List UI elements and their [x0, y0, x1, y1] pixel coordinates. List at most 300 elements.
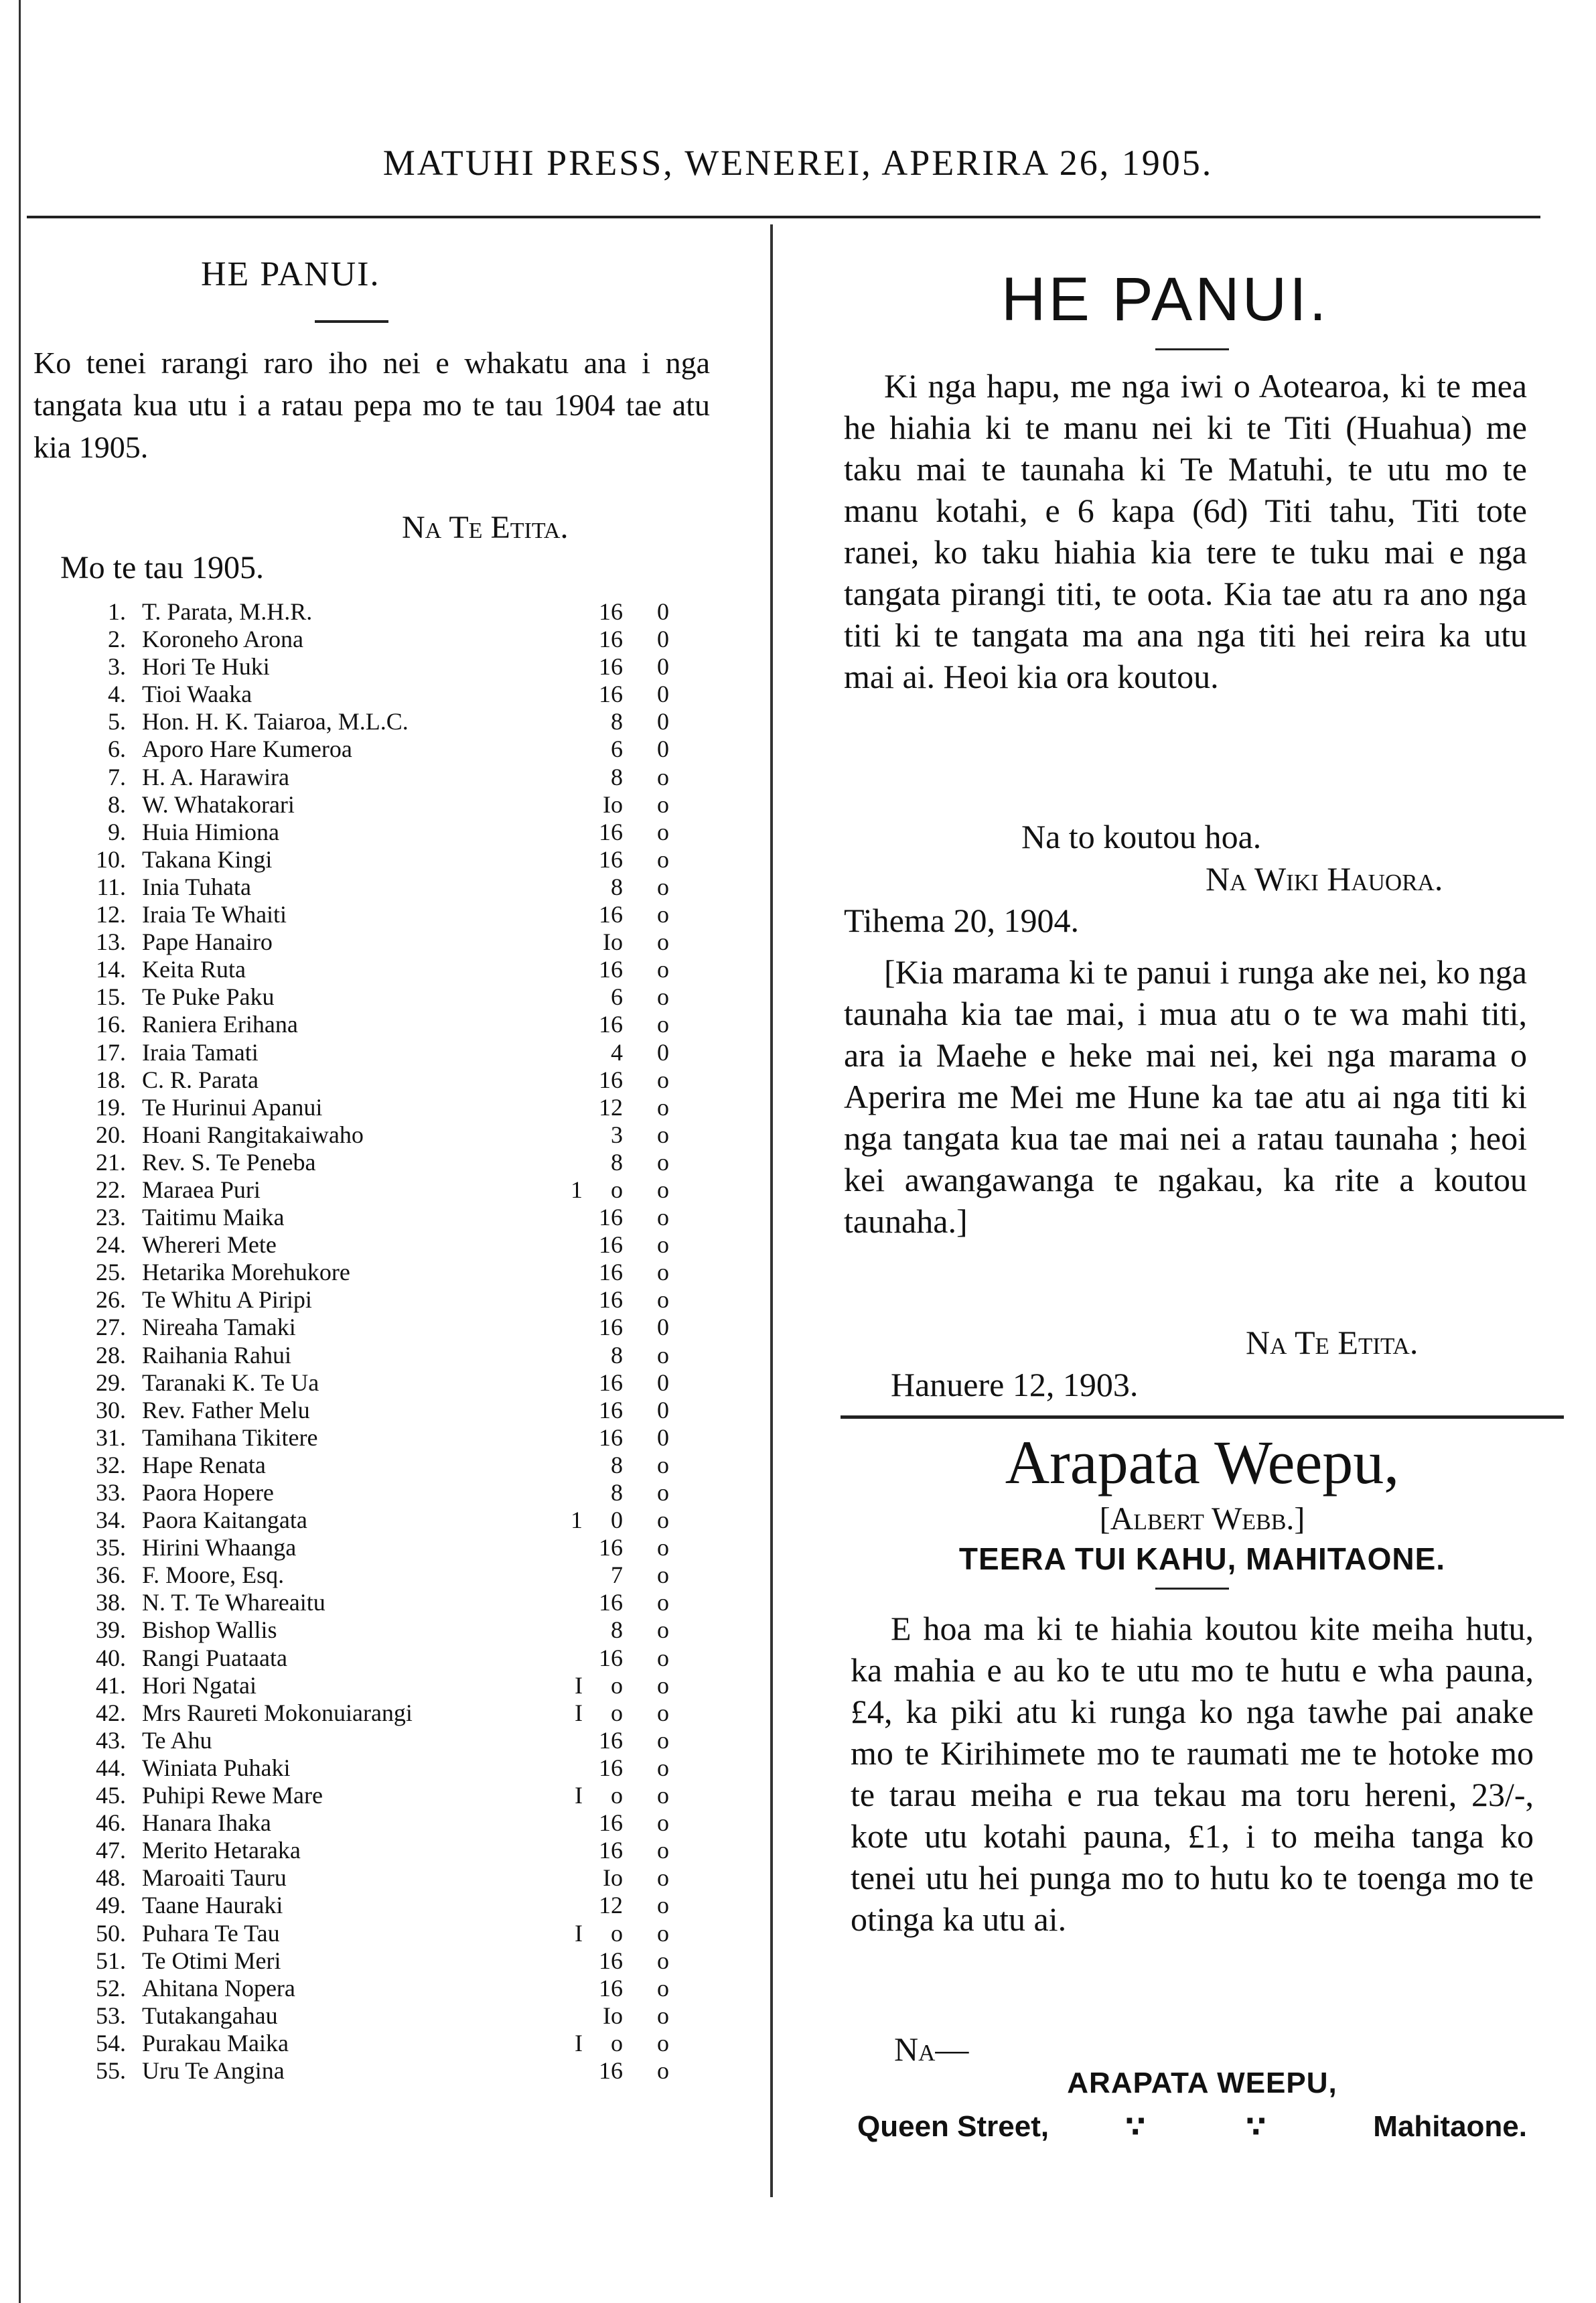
amount-pence: o [657, 1011, 669, 1038]
year-heading: Mo te tau 1905. [60, 550, 264, 585]
subscriber-name: Aporo Hare Kumeroa [142, 736, 352, 763]
subscriber-number: 8. [108, 790, 126, 818]
subscriber-row [96, 1176, 669, 1204]
amount-shillings: 16 [599, 1754, 623, 1781]
amount-shillings: Io [603, 1864, 623, 1892]
subscriber-name: H. A. Harawira [142, 763, 289, 790]
amount-pence: o [657, 2056, 669, 2084]
subscriber-name: Raihania Rahui [142, 1341, 291, 1369]
subscriber-name: Huia Himiona [142, 818, 279, 845]
subscriber-number: 50. [96, 1919, 126, 1947]
subscriber-name: Paora Kaitangata [142, 1507, 307, 1534]
subscriber-row [96, 1837, 669, 1864]
subscriber-number: 1. [108, 598, 126, 625]
subscriber-number: 55. [96, 2056, 126, 2084]
subscriber-number: 6. [108, 736, 126, 763]
subscriber-number: 35. [96, 1534, 126, 1561]
subscriber-row [96, 1396, 669, 1424]
subscriber-number: 54. [96, 2029, 126, 2056]
subscriber-number: 52. [96, 1974, 126, 2002]
subscriber-number: 46. [96, 1809, 126, 1837]
subscriber-row [96, 2056, 669, 2085]
amount-pence: o [657, 956, 669, 983]
advert-location: TEERA TUI KAHU, MAHITAONE. [958, 1541, 1446, 1576]
amount-pence: o [657, 901, 669, 928]
subscriber-row [100, 681, 669, 708]
amount-shillings: o [611, 1176, 623, 1203]
advert-title: Arapata Weepu, [1005, 1428, 1400, 1496]
page-edge-line [19, 0, 21, 2303]
subscriber-row [96, 1066, 669, 1094]
amount-shillings: 16 [599, 626, 623, 653]
subscriber-name: Iraia Te Whaiti [142, 901, 287, 928]
subscriber-name: Nireaha Tamaki [142, 1314, 296, 1341]
subscriber-name: Te Hurinui Apanui [142, 1093, 323, 1121]
subscriber-number: 2. [108, 626, 126, 653]
amount-shillings: 16 [599, 1231, 623, 1259]
subscriber-row [96, 873, 669, 901]
amount-shillings: o [611, 2029, 623, 2056]
amount-shillings: 16 [599, 1259, 623, 1286]
amount-pounds: I [575, 1919, 583, 1947]
amount-pence: o [657, 1699, 669, 1726]
right-title-rule [1155, 348, 1229, 350]
left-title-rule [315, 320, 388, 323]
amount-shillings: 16 [599, 1369, 623, 1396]
amount-pence: o [657, 1644, 669, 1671]
amount-shillings: o [611, 1699, 623, 1726]
advert-separator: ∵ [1246, 2111, 1266, 2144]
amount-pence: o [657, 2002, 669, 2029]
amount-shillings: 8 [611, 873, 623, 900]
subscriber-row [96, 1919, 669, 1947]
advert-signature: ARAPATA WEEPU, [1067, 2067, 1337, 2099]
amount-pence: o [657, 1616, 669, 1644]
subscriber-row [96, 1726, 669, 1754]
subscriber-number: 24. [96, 1231, 126, 1259]
amount-pounds: I [575, 1699, 583, 1726]
subscriber-number: 11. [96, 873, 126, 900]
amount-pence: 0 [657, 626, 669, 653]
subscriber-row [96, 1589, 669, 1616]
subscriber-name: Puhara Te Tau [142, 1919, 280, 1947]
right-notice-title: HE PANUI. [1001, 265, 1329, 334]
subscriber-name: Rev. Father Melu [142, 1396, 310, 1423]
amount-pence: o [657, 983, 669, 1011]
subscriber-name: C. R. Parata [142, 1066, 259, 1093]
amount-shillings: 8 [611, 1148, 623, 1176]
subscriber-number: 21. [96, 1148, 126, 1176]
subscriber-number: 38. [96, 1589, 126, 1616]
amount-shillings: 12 [599, 1892, 623, 1919]
subscriber-row [96, 1892, 669, 1919]
subscriber-name: Te Whitu A Piripi [142, 1286, 312, 1314]
subscriber-row [96, 1782, 669, 1809]
amount-shillings: Io [603, 2002, 623, 2029]
amount-pence: o [657, 1231, 669, 1259]
left-editor-signature: Na Te Etita. [402, 510, 569, 545]
subscriber-row [96, 956, 669, 983]
subscriber-row [100, 708, 669, 736]
subscriber-row [96, 1534, 669, 1561]
subscriber-row [100, 790, 669, 819]
amount-shillings: 16 [599, 1396, 623, 1423]
subscriber-name: W. Whatakorari [142, 790, 295, 818]
subscriber-name: Hirini Whaanga [142, 1534, 297, 1561]
subscriber-name: Bishop Wallis [142, 1616, 277, 1644]
subscriber-row [100, 598, 669, 626]
amount-pence: 0 [657, 653, 669, 681]
subscriber-row [96, 1038, 669, 1066]
subscriber-number: 13. [96, 928, 126, 956]
subscriber-number: 48. [96, 1864, 126, 1892]
subscriber-name: Takana Kingi [142, 845, 273, 873]
subscriber-row [96, 1451, 669, 1479]
amount-pence: o [657, 928, 669, 956]
amount-pence: o [657, 1066, 669, 1093]
subscriber-list [96, 598, 669, 2085]
advert-street: Queen Street, [857, 2110, 1049, 2143]
subscriber-name: Hape Renata [142, 1451, 266, 1478]
amount-pence: 0 [657, 1038, 669, 1066]
subscriber-number: 14. [96, 956, 126, 983]
amount-pence: 0 [657, 1314, 669, 1341]
subscriber-name: Maraea Puri [142, 1176, 261, 1203]
subscriber-name: Koroneho Arona [142, 626, 303, 653]
titi-notice-closing: Na to koutou hoa. [1021, 818, 1262, 855]
amount-pounds: 1 [571, 1507, 583, 1534]
masthead-rule [27, 216, 1540, 218]
subscriber-number: 40. [96, 1644, 126, 1671]
amount-shillings: 16 [599, 1809, 623, 1837]
left-intro-text: Ko tenei rarangi raro iho nei e whakatu ana i nga tangata kua utu i a ratau pepa mo te tau 1904 tae atu kia 1905. [33, 346, 710, 464]
subscriber-number: 29. [96, 1369, 126, 1396]
subscriber-number: 44. [96, 1754, 126, 1781]
amount-pence: o [657, 1341, 669, 1369]
amount-shillings: 16 [599, 901, 623, 928]
subscriber-name: N. T. Te Whareaitu [142, 1589, 325, 1616]
subscriber-row [96, 2002, 669, 2030]
subscriber-number: 9. [108, 818, 126, 845]
amount-pence: o [657, 1974, 669, 2002]
amount-pounds: I [575, 2029, 583, 2056]
subscriber-row [96, 1644, 669, 1672]
subscriber-row [96, 2029, 669, 2057]
subscriber-name: Hori Te Huki [142, 653, 270, 681]
amount-pence: o [657, 1726, 669, 1754]
subscriber-number: 32. [96, 1451, 126, 1478]
amount-shillings: 6 [611, 983, 623, 1011]
subscriber-row [100, 626, 669, 653]
amount-shillings: 8 [611, 1451, 623, 1478]
amount-shillings: 16 [599, 653, 623, 681]
subscriber-row [96, 1341, 669, 1369]
subscriber-number: 30. [96, 1396, 126, 1423]
subscriber-name: Inia Tuhata [142, 873, 252, 900]
subscriber-number: 23. [96, 1204, 126, 1231]
subscriber-row [96, 1809, 669, 1837]
amount-pence: 0 [657, 708, 669, 736]
amount-pence: o [657, 1451, 669, 1478]
amount-shillings: 4 [611, 1038, 623, 1066]
masthead: MATUHI PRESS, WENEREI, APERIRA 26, 1905. [382, 143, 1214, 183]
amount-shillings: 16 [599, 845, 623, 873]
subscriber-name: Whereri Mete [142, 1231, 277, 1259]
subscriber-row [96, 1479, 669, 1507]
amount-shillings: 8 [611, 1341, 623, 1369]
amount-shillings: 16 [599, 956, 623, 983]
subscriber-number: 25. [96, 1259, 126, 1286]
amount-pence: o [657, 1947, 669, 1974]
subscriber-name: Puhipi Rewe Mare [142, 1782, 323, 1809]
subscriber-name: Tamihana Tikitere [142, 1423, 318, 1451]
subscriber-row [96, 928, 669, 956]
amount-shillings: 16 [599, 598, 623, 625]
amount-shillings: Io [603, 928, 623, 956]
amount-shillings: 16 [599, 1974, 623, 2002]
subscriber-row [96, 1286, 669, 1314]
amount-pence: o [657, 1864, 669, 1892]
subscriber-number: 17. [96, 1038, 126, 1066]
amount-shillings: 16 [599, 1644, 623, 1671]
editor-note-signature: Na Te Etita. [1246, 1324, 1419, 1361]
subscriber-row [96, 1754, 669, 1782]
subscriber-name: Hanara Ihaka [142, 1809, 271, 1837]
subscriber-number: 5. [108, 708, 126, 736]
subscriber-number: 47. [96, 1837, 126, 1864]
subscriber-name: Rev. S. Te Peneba [142, 1148, 316, 1176]
amount-shillings: 7 [611, 1561, 623, 1589]
subscriber-row [100, 653, 669, 681]
amount-shillings: Io [603, 790, 623, 818]
amount-pence: o [657, 1176, 669, 1203]
titi-notice-body: Ki nga hapu, me nga iwi o Aotearoa, ki te mea he hiahia ki te manu nei ki te Titi (Huahua) me taku mai te taunaha ki Te Matuhi, te utu mo te manu kotahi, e 6 kapa (6d) Titi tahu, Titi tote ranei, ko taku hiahia kia tere te tuku mai e nga tangata pirangi titi, te oota. Kia tae atu ra ano nga titi ki te tangata ma ana nga titi hei reira ka utu mai ai. Heoi kia ora koutou. [844, 367, 1527, 695]
subscriber-name: Taitimu Maika [142, 1204, 285, 1231]
subscriber-name: T. Parata, M.H.R. [142, 598, 313, 625]
amount-pence: 0 [657, 736, 669, 763]
amount-pence: o [657, 1093, 669, 1121]
amount-shillings: 16 [599, 1286, 623, 1314]
amount-shillings: 16 [599, 1534, 623, 1561]
subscriber-number: 3. [108, 653, 126, 681]
subscriber-number: 22. [96, 1176, 126, 1203]
amount-pence: o [657, 763, 669, 790]
subscriber-row [96, 1204, 669, 1231]
subscriber-number: 4. [108, 681, 126, 708]
subscriber-name: F. Moore, Esq. [142, 1561, 285, 1589]
advert-separator: ∵ [1125, 2111, 1146, 2144]
amount-shillings: 8 [611, 708, 623, 736]
subscriber-row [96, 1369, 669, 1397]
subscriber-row [96, 1011, 669, 1038]
amount-shillings: 12 [599, 1093, 623, 1121]
amount-shillings: o [611, 1919, 623, 1947]
subscriber-number: 34. [96, 1507, 126, 1534]
amount-shillings: 16 [599, 681, 623, 708]
advert-subtitle: [Albert Webb.] [1099, 1501, 1305, 1537]
amount-shillings: 16 [599, 1726, 623, 1754]
amount-pence: 0 [657, 1369, 669, 1396]
subscriber-number: 42. [96, 1699, 126, 1726]
subscriber-row [96, 1259, 669, 1286]
subscriber-number: 33. [96, 1479, 126, 1506]
subscriber-name: Te Ahu [142, 1726, 212, 1754]
amount-pence: 0 [657, 681, 669, 708]
amount-pence: 0 [657, 1396, 669, 1423]
amount-shillings: 16 [599, 1589, 623, 1616]
subscriber-name: Taane Hauraki [142, 1892, 283, 1919]
subscriber-number: 15. [96, 983, 126, 1011]
subscriber-name: Ahitana Nopera [142, 1974, 295, 2002]
subscriber-row [96, 983, 669, 1011]
subscriber-row [96, 1671, 669, 1699]
amount-pence: o [657, 1919, 669, 1947]
subscriber-number: 18. [96, 1066, 126, 1093]
subscriber-row [96, 1561, 669, 1589]
subscriber-row [100, 763, 669, 791]
subscriber-row [96, 1699, 669, 1727]
subscriber-name: Paora Hopere [142, 1479, 274, 1506]
subscriber-number: 49. [96, 1892, 126, 1919]
amount-pence: o [657, 1892, 669, 1919]
subscriber-number: 20. [96, 1121, 126, 1148]
amount-shillings: 16 [599, 2056, 623, 2084]
subscriber-number: 16. [96, 1011, 126, 1038]
subscriber-number: 7. [108, 763, 126, 790]
amount-shillings: 16 [599, 818, 623, 845]
amount-shillings: 16 [599, 1066, 623, 1093]
subscriber-number: 39. [96, 1616, 126, 1644]
subscriber-name: Maroaiti Tauru [142, 1864, 287, 1892]
titi-notice-signature: Na Wiki Hauora. [1206, 860, 1443, 898]
amount-pence: o [657, 1534, 669, 1561]
subscriber-row [96, 1314, 669, 1341]
subscriber-number: 26. [96, 1286, 126, 1314]
amount-shillings: 8 [611, 763, 623, 790]
advert-body: E hoa ma ki te hiahia koutou kite meiha hutu, ka mahia e au ko te utu mo te hutu e wha pauna, £4, ka piki atu ki runga ko nga tawhe pai anake mo te Kirihimete mo te raumati me te hotoke mo te tarau meiha e rua tekau ma toru hereni, 23/-, kote utu kotahi pauna, £1, i to meiha tanga ko tenei utu hei punga mo to hutu ko te toenga mo te otinga ka utu ai. [851, 1610, 1534, 1938]
subscriber-name: Te Otimi Meri [142, 1947, 281, 1974]
subscriber-row [96, 1148, 669, 1176]
subscriber-name: Tutakangahau [142, 2002, 278, 2029]
amount-pence: o [657, 1507, 669, 1534]
subscriber-row [96, 901, 669, 928]
amount-pence: 0 [657, 1423, 669, 1451]
amount-pounds: I [575, 1782, 583, 1809]
subscriber-name: Mrs Raureti Mokonuiarangi [142, 1699, 413, 1726]
amount-pence: o [657, 1837, 669, 1864]
subscriber-name: Te Puke Paku [142, 983, 275, 1011]
amount-shillings: 16 [599, 1947, 623, 1974]
amount-pence: o [657, 1809, 669, 1837]
amount-pence: o [657, 1782, 669, 1809]
amount-pence: o [657, 1479, 669, 1506]
amount-pounds: I [575, 1671, 583, 1699]
advert-rule-short [1155, 1588, 1229, 1590]
amount-shillings: 16 [599, 1204, 623, 1231]
amount-shillings: 8 [611, 1479, 623, 1506]
subscriber-name: Taranaki K. Te Ua [142, 1369, 319, 1396]
subscriber-row [96, 845, 669, 874]
amount-pence: o [657, 1671, 669, 1699]
amount-pence: o [657, 1148, 669, 1176]
amount-pence: o [657, 873, 669, 900]
subscriber-number: 53. [96, 2002, 126, 2029]
amount-pence: o [657, 1204, 669, 1231]
column-divider [770, 224, 773, 2197]
subscriber-number: 10. [96, 845, 126, 873]
subscriber-name: Hori Ngatai [142, 1671, 257, 1699]
amount-pence: o [657, 818, 669, 845]
subscriber-number: 45. [96, 1782, 126, 1809]
subscriber-row [96, 1121, 669, 1149]
subscriber-name: Winiata Puhaki [142, 1754, 291, 1781]
titi-notice-date: Tihema 20, 1904. [844, 902, 1079, 939]
amount-pence: o [657, 1286, 669, 1314]
subscriber-name: Iraia Tamati [142, 1038, 259, 1066]
amount-shillings: 16 [599, 1314, 623, 1341]
advert-na: Na— [894, 2030, 969, 2068]
subscriber-name: Raniera Erihana [142, 1011, 298, 1038]
subscriber-name: Pape Hanairo [142, 928, 273, 956]
amount-shillings: 16 [599, 1837, 623, 1864]
subscriber-row [96, 1507, 669, 1534]
advert-rule [841, 1415, 1564, 1419]
amount-shillings: o [611, 1671, 623, 1699]
subscriber-name: Rangi Puataata [142, 1644, 287, 1671]
subscriber-number: 28. [96, 1341, 126, 1369]
subscriber-name: Tioi Waaka [142, 681, 252, 708]
advert-town: Mahitaone. [1373, 2110, 1527, 2143]
amount-shillings: 3 [611, 1121, 623, 1148]
subscriber-number: 51. [96, 1947, 126, 1974]
amount-pence: o [657, 790, 669, 818]
subscriber-name: Hetarika Morehukore [142, 1259, 350, 1286]
amount-shillings: 16 [599, 1423, 623, 1451]
amount-pence: o [657, 845, 669, 873]
subscriber-row [100, 818, 669, 846]
subscriber-name: Merito Hetaraka [142, 1837, 301, 1864]
editor-note: [Kia marama ki te panui i runga ake nei, ko nga taunaha kia tae mai, i mua atu o te wa mahi titi, ara ia Maehe e heke mai nei, kei nga marama o Aperira me Mei me Hune ka tae atu ai nga titi ki nga tangata kua tae mai nei a ratau taunaha ; heoi kei awangawanga te ngakau, ka rite a koutou taunaha.] [844, 953, 1527, 1240]
subscriber-number: 36. [96, 1561, 126, 1589]
subscriber-row [96, 1864, 669, 1892]
subscriber-number: 27. [96, 1314, 126, 1341]
amount-shillings: 16 [599, 1011, 623, 1038]
amount-pence: o [657, 1121, 669, 1148]
left-notice-title: HE PANUI. [201, 255, 380, 293]
subscriber-row [96, 1093, 669, 1121]
subscriber-row [96, 1616, 669, 1644]
subscriber-row [100, 736, 669, 763]
subscriber-number: 43. [96, 1726, 126, 1754]
amount-shillings: 8 [611, 1616, 623, 1644]
editor-note-date: Hanuere 12, 1903. [891, 1366, 1139, 1403]
amount-pence: o [657, 1754, 669, 1781]
amount-shillings: 6 [611, 736, 623, 763]
subscriber-name: Hon. H. K. Taiaroa, M.L.C. [142, 708, 409, 736]
amount-pence: o [657, 1259, 669, 1286]
amount-shillings: 0 [611, 1507, 623, 1534]
subscriber-row [96, 1423, 669, 1452]
subscriber-row [96, 1947, 669, 1975]
amount-pence: o [657, 1561, 669, 1589]
amount-pence: o [657, 2029, 669, 2056]
subscriber-row [96, 1231, 669, 1259]
subscriber-number: 31. [96, 1423, 126, 1451]
amount-pence: o [657, 1589, 669, 1616]
subscriber-row [96, 1974, 669, 2002]
subscriber-number: 41. [96, 1671, 126, 1699]
subscriber-name: Purakau Maika [142, 2029, 289, 2056]
